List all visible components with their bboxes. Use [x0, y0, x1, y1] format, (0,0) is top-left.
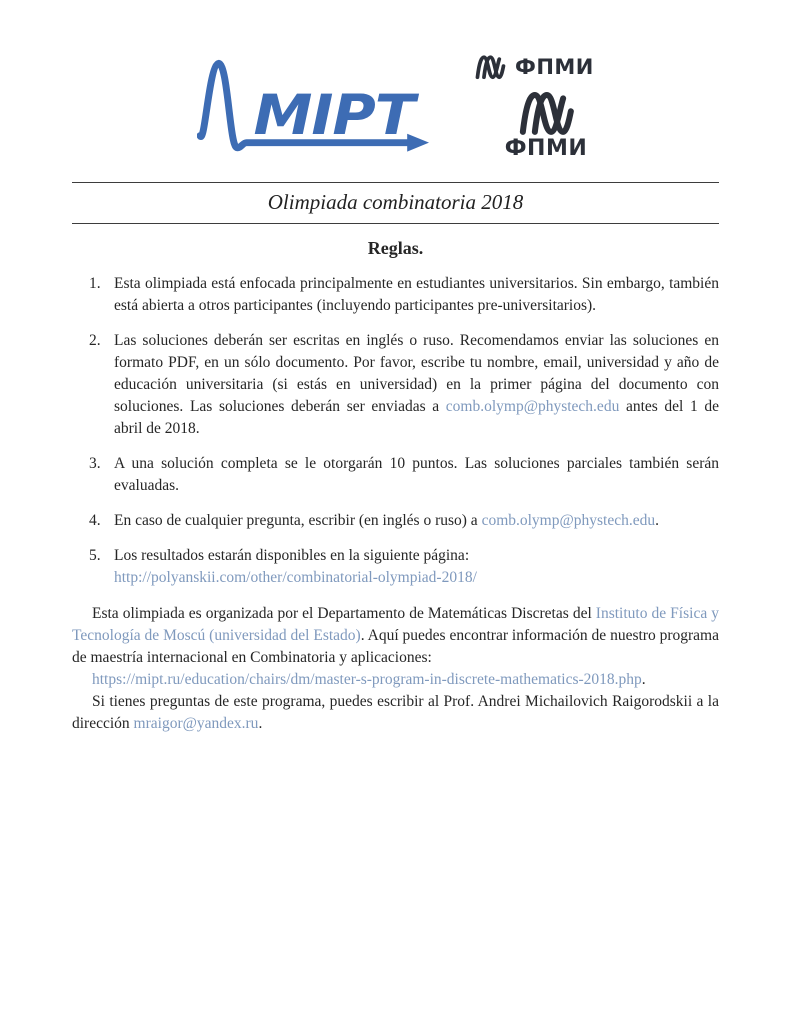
text-run: .: [655, 512, 659, 529]
rule-number: 1.: [89, 275, 101, 292]
text-run: .: [258, 715, 263, 732]
text-run: . Aquí puedes encontrar información de nuestro programa de maestría internacional en Combinatoria y aplicaciones:: [72, 627, 719, 666]
rule-text: [114, 510, 719, 532]
hyperlink[interactable]: comb.olymp@phystech.edu: [445, 398, 620, 415]
text-run: A una solución completa se le otorgarán 10 puntos. Las soluciones parciales también serán evaluadas.: [114, 455, 719, 494]
fpmi-large-label: ФПМИ: [504, 136, 588, 161]
mipt-wordmark: MIPT: [253, 82, 420, 148]
rule-subline: [114, 567, 719, 589]
document-title: Olimpiada combinatoria 2018: [267, 190, 524, 214]
rule-item: [72, 545, 719, 589]
rule-item: [72, 273, 719, 317]
rule-number: 5.: [89, 547, 101, 564]
section-heading: Reglas.: [367, 238, 424, 258]
wave-icon: [472, 54, 508, 80]
rule-number: 3.: [89, 455, 101, 472]
text-run: En caso de cualquier pregunta, escribir (en inglés o ruso) a: [114, 512, 482, 529]
paragraph: [72, 603, 719, 669]
mipt-logo-icon: [197, 58, 430, 154]
hyperlink[interactable]: comb.olymp@phystech.edu: [481, 512, 656, 529]
rule-text: [114, 330, 719, 440]
closing-paragraphs: [72, 603, 719, 735]
hyperlink[interactable]: mraigor@yandex.ru: [133, 715, 259, 732]
wave-icon: [506, 89, 586, 137]
rule-item: [72, 453, 719, 497]
rule-item: [72, 330, 719, 440]
paragraph: [72, 691, 719, 735]
horizontal-rule: [72, 223, 719, 224]
rule-number: 4.: [89, 512, 101, 529]
hyperlink[interactable]: Instituto de Física y Tecnología de Moscú (universidad del Estado): [72, 605, 719, 644]
rule-item: [72, 510, 719, 532]
fpmi-small-label: ФПМИ: [515, 54, 594, 79]
fpmi-logo-small: [472, 54, 594, 80]
text-run: Esta olimpiada es organizada por el Departamento de Matemáticas Discretas del: [92, 605, 596, 622]
text-run: Si tienes preguntas de este programa, puedes escribir al Prof. Andrei Michailovich Raigorodskii a la dirección: [72, 693, 719, 732]
text-run: Esta olimpiada está enfocada principalmente en estudiantes universitarios. Sin embargo, también está abierta a otros participantes (incluyendo participantes pre-universitarios).: [114, 275, 719, 314]
rule-text: [114, 545, 719, 589]
text-run: .: [641, 671, 646, 688]
hyperlink[interactable]: https://mipt.ru/education/chairs/dm/master-s-program-in-discrete-mathematics-2018.php: [92, 671, 642, 688]
hyperlink[interactable]: http://polyanskii.com/other/combinatorial-olympiad-2018/: [114, 569, 477, 586]
rule-text: [114, 453, 719, 497]
rule-text: [114, 273, 719, 317]
page-header: [72, 0, 719, 182]
rule-number: 2.: [89, 332, 101, 349]
rules-list: [72, 273, 719, 589]
fpmi-logo-large: [496, 89, 596, 160]
text-run: Las soluciones deberán ser escritas en inglés o ruso. Recomendamos enviar las soluciones en formato PDF, en un sólo documento. Por favor, escribe tu nombre, email, universidad y año de educación universitaria (si estás en universidad) en la primer página del documento con soluciones. Las soluciones deberán ser enviadas a: [114, 332, 719, 415]
text-run: Los resultados estarán disponibles en la siguiente página:: [114, 547, 470, 564]
text-run: antes del 1 de abril de 2018.: [114, 398, 720, 437]
paragraph: [72, 669, 719, 691]
